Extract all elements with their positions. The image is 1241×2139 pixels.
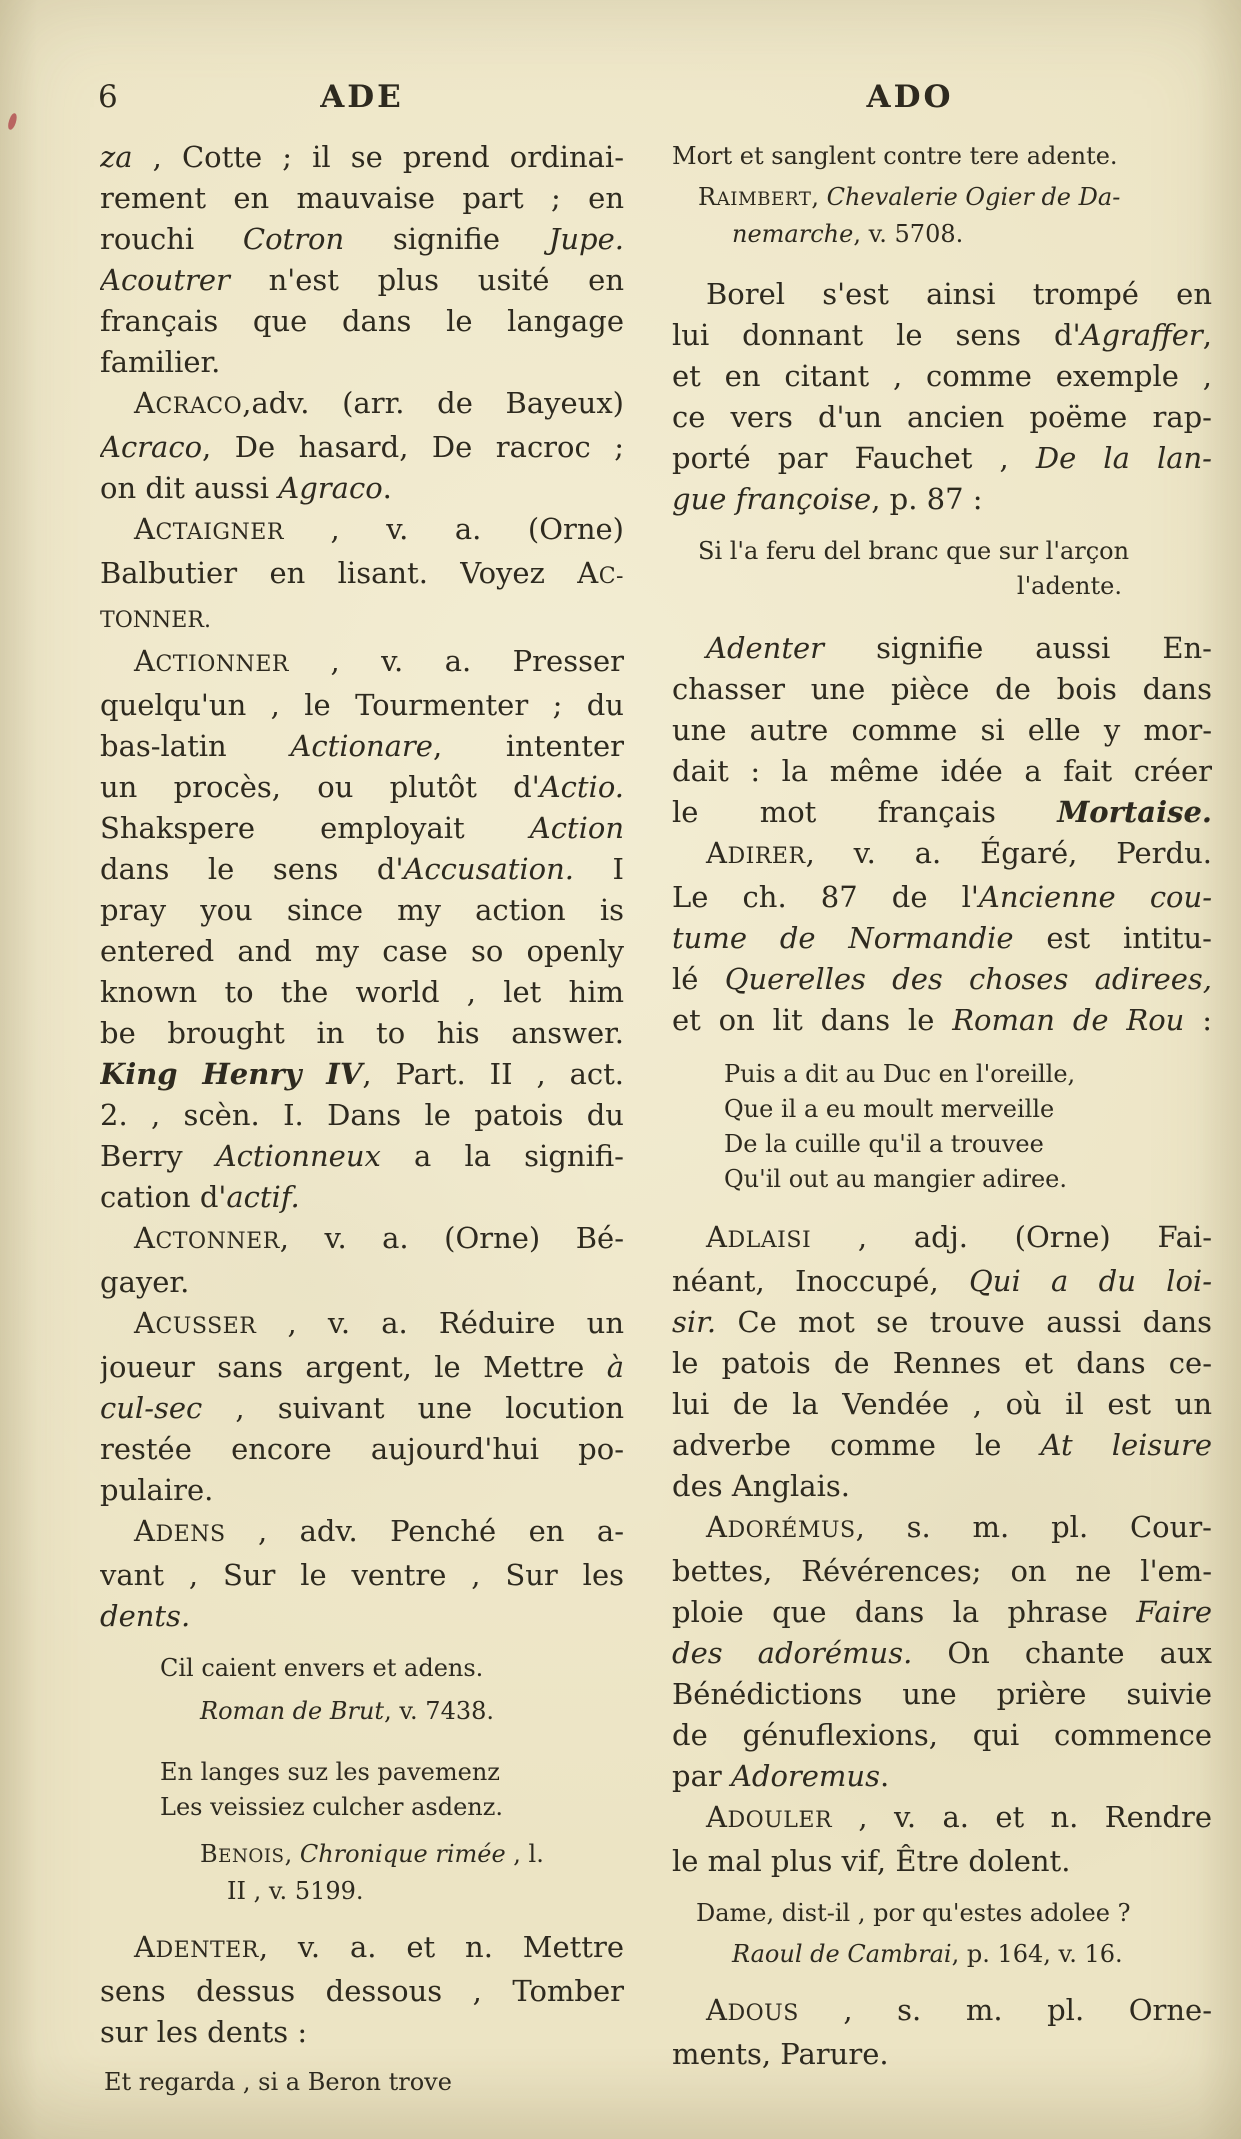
citation-line: Dame, dist-il , por qu'estes adolee ? — [696, 1899, 1131, 1927]
ink-mark — [7, 112, 19, 130]
text-line: ce vers d'un ancien poëme rap- — [672, 400, 1212, 434]
text-line: Le ch. 87 de l'Ancienne cou- — [672, 880, 1212, 914]
spacer — [672, 252, 1212, 274]
citation-line: Qu'il out au mangier adiree. — [724, 1165, 1068, 1193]
text-line: on dit aussi Agraco. — [100, 471, 392, 505]
text-line: ACTAIGNER , v. a. (Orne) — [134, 512, 624, 546]
text-line: dait : la même idée a fait créer — [672, 754, 1212, 788]
citation-line: Que il a eu moult merveille — [724, 1095, 1055, 1123]
text-line: par Adoremus. — [672, 1759, 890, 1793]
text-line: cation d'actif. — [100, 1180, 300, 1214]
spacer — [672, 1972, 1212, 1990]
spacer — [100, 1909, 624, 1927]
text-line: et on lit dans le Roman de Rou : — [672, 1003, 1212, 1037]
spacer — [672, 604, 1212, 628]
text-line: restée encore aujourd'hui po- — [100, 1432, 624, 1466]
text-line: ments, Parure. — [672, 2037, 889, 2071]
text-line: Acraco, De hasard, De racroc ; — [100, 430, 624, 464]
text-line: dents. — [100, 1599, 191, 1633]
text-line: ACRACO,adv. (arr. de Bayeux) — [134, 386, 624, 420]
text-line: Adenter signifie aussi En- — [706, 631, 1212, 665]
text-line: sur les dents : — [100, 2015, 308, 2049]
text-line: le patois de Rennes et dans ce- — [672, 1346, 1212, 1380]
text-line: ADLAISI , adj. (Orne) Fai- — [706, 1220, 1212, 1254]
text-line: ploie que dans la phrase Faire — [672, 1595, 1212, 1629]
citation-line: Cil caient envers et adens. — [160, 1654, 484, 1682]
spacer — [100, 2053, 624, 2065]
text-line: cul-sec , suivant une locution — [100, 1391, 624, 1425]
text-line: pray you since my action is — [100, 893, 624, 927]
citation-line: BENOIS, Chronique rimée , l. — [200, 1840, 544, 1868]
spacer — [672, 520, 1212, 534]
text-line: rouchi Cotron signifie Jupe. — [100, 222, 624, 256]
text-line: Balbutier en lisant. Voyez AC- — [100, 556, 624, 590]
text-line: et en citant , comme exemple , — [672, 359, 1212, 393]
text-line: chasser une pièce de bois dans — [672, 672, 1212, 706]
spacer — [100, 1686, 624, 1694]
right-column-header: ADO — [866, 79, 954, 115]
text-line: des adorémus. On chante aux — [672, 1636, 1212, 1670]
citation-line: Et regarda , si a Beron trove — [104, 2068, 452, 2096]
citation-line: Roman de Brut, v. 7438. — [200, 1697, 495, 1725]
citation-line: Raoul de Cambrai, p. 164, v. 16. — [732, 1940, 1123, 1968]
right-text-column — [672, 139, 1212, 2075]
left-text-column — [100, 137, 624, 2100]
citation-line: Puis a dit au Duc en l'oreille, — [724, 1060, 1076, 1088]
text-line: Bénédictions une prière suivie — [672, 1677, 1212, 1711]
spacer — [672, 1197, 1212, 1217]
spacer — [672, 1041, 1212, 1057]
text-line: bas-latin Actionare, intenter — [100, 729, 624, 763]
text-line: pulaire. — [100, 1473, 214, 1507]
text-line: gue françoise, p. 87 : — [672, 482, 983, 516]
text-line: le mal plus vif, Être dolent. — [672, 1844, 1071, 1878]
text-line: lui de la Vendée , où il est un — [672, 1387, 1212, 1421]
spacer — [672, 1882, 1212, 1896]
text-line: entered and my case so openly — [100, 934, 624, 968]
text-line: za , Cotte ; il se prend ordinai- — [100, 140, 624, 174]
text-line: ADIRER, v. a. Égaré, Perdu. — [706, 836, 1212, 870]
text-line: ADORÉMUS, s. m. pl. Cour- — [706, 1510, 1212, 1544]
text-line: vant , Sur le ventre , Sur les — [100, 1558, 624, 1592]
text-line: le mot français Mortaise. — [672, 795, 1212, 829]
text-line: TONNER. — [100, 608, 211, 633]
text-line: tume de Normandie est intitu- — [672, 921, 1212, 955]
text-line: de génuflexions, qui commence — [672, 1718, 1212, 1752]
text-line: ADOULER , v. a. et n. Rendre — [706, 1800, 1212, 1834]
text-line: familier. — [100, 345, 221, 379]
text-line: lé Querelles des choses adirees, — [672, 962, 1212, 996]
citation-line: En langes suz les pavemenz — [160, 1758, 500, 1786]
text-line: Borel s'est ainsi trompé en — [706, 277, 1212, 311]
text-line: joueur sans argent, le Mettre à — [100, 1350, 624, 1384]
text-line: King Henry IV, Part. II , act. — [100, 1057, 624, 1091]
spacer — [100, 1729, 624, 1755]
text-line: ACTONNER, v. a. (Orne) Bé- — [134, 1221, 624, 1255]
text-line: porté par Fauchet , De la lan- — [672, 441, 1212, 475]
text-line: be brought in to his answer. — [100, 1016, 624, 1050]
text-line: sir. Ce mot se trouve aussi dans — [672, 1305, 1212, 1339]
citation-line: nemarche, v. 5708. — [732, 220, 964, 248]
text-line: un procès, ou plutôt d'Actio. — [100, 770, 624, 804]
text-line: adverbe comme le At leisure — [672, 1428, 1212, 1462]
left-column-header: ADE — [320, 79, 404, 115]
text-line: Acoutrer n'est plus usité en — [100, 263, 624, 297]
text-line: ACUSSER , v. a. Réduire un — [134, 1306, 624, 1340]
text-line: gayer. — [100, 1265, 190, 1299]
text-line: Shakspere employait Action — [100, 811, 624, 845]
text-line: rement en mauvaise part ; en — [100, 181, 624, 215]
text-line: néant, Inoccupé, Qui a du loi- — [672, 1264, 1212, 1298]
text-line: quelqu'un , le Tourmenter ; du — [100, 688, 624, 722]
citation-line: RAIMBERT, Chevalerie Ogier de Da- — [698, 183, 1121, 211]
text-line: ADENS , adv. Penché en a- — [134, 1514, 624, 1548]
spacer — [100, 1825, 624, 1837]
text-line: known to the world , let him — [100, 975, 624, 1009]
text-line: lui donnant le sens d'Agraffer, — [672, 318, 1212, 352]
page-number: 6 — [98, 79, 118, 115]
text-line: ACTIONNER , v. a. Presser — [134, 644, 624, 678]
text-line: bettes, Révérences; on ne l'em- — [672, 1554, 1212, 1588]
citation-line: Mort et sanglent contre tere adente. — [672, 142, 1118, 170]
citation-line: Les veissiez culcher asdenz. — [160, 1793, 504, 1821]
spacer — [100, 1637, 624, 1651]
text-line: français que dans le langage — [100, 304, 624, 338]
text-line: ADENTER, v. a. et n. Mettre — [134, 1930, 624, 1964]
text-line: Berry Actionneux a la signifi- — [100, 1139, 624, 1173]
citation-line: l'adente. — [1016, 572, 1122, 600]
citation-line: De la cuille qu'il a trouvee — [724, 1130, 1044, 1158]
text-line: dans le sens d'Accusation. I — [100, 852, 624, 886]
citation-line: Si l'a feru del branc que sur l'arçon — [698, 537, 1130, 565]
text-line: une autre comme si elle y mor- — [672, 713, 1212, 747]
text-line: 2. , scèn. I. Dans le patois du — [100, 1098, 624, 1132]
text-line: ADOUS , s. m. pl. Orne- — [706, 1993, 1212, 2027]
citation-line: II , v. 5199. — [227, 1877, 364, 1905]
text-line: des Anglais. — [672, 1469, 850, 1503]
text-line: sens dessus dessous , Tomber — [100, 1974, 624, 2008]
